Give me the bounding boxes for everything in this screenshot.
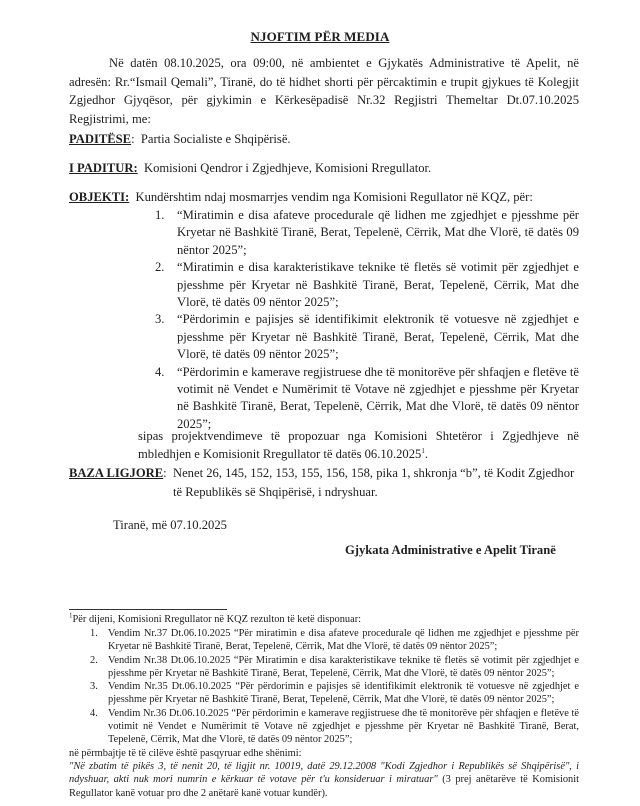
footnote-head-text: Për dijeni, Komisioni Rregullator në KQZ rezulton të ketë disponuar: xyxy=(72,614,362,625)
footnote-list-item xyxy=(90,627,579,654)
sipas-paragraph xyxy=(138,427,579,464)
baza-ligjore-label: BAZA LIGJORE xyxy=(69,466,164,480)
objekti-value: Kundërshtim ndaj mosmarrjes vendim nga Komisioni Regullator në KQZ, për: xyxy=(135,190,533,204)
signature-court: Gjykata Administrative e Apelit Tiranë xyxy=(345,543,556,557)
item-text: Vendim Nr.35 Dt.06.10.2025 “Për përdorimin e pajisjes së identifikimit elektronik të votuesve në zgjedhjet e pjesshme për Kryetar në Bashkitë Tiranë, Berat, Tepelenë, Cërrik, Mat dhe Vlorë, të datës 09 nëntor 2025”; xyxy=(108,681,579,706)
item-text: “Përdorimin e pajisjes së identifikimit elektronik të votuesve në zgjedhjet e pjesshme për Kryetar në Bashkitë Tiranë, Berat, Tepelenë, Cërrik, Mat dhe Vlorë, të datës 09 nëntor 2025”; xyxy=(177,312,579,362)
footnote-list-item xyxy=(90,680,579,707)
i-paditur-row xyxy=(69,160,431,176)
footnote-list xyxy=(90,627,579,747)
footnote-divider xyxy=(69,609,227,610)
footnote-list-item xyxy=(90,654,579,681)
paditese-colon: : xyxy=(131,132,135,146)
footnote-head xyxy=(69,613,579,626)
i-paditur-label: I PADITUR: xyxy=(69,161,138,175)
item-text: Vendim Nr.38 Dt.06.10.2025 “Për Miratimin e disa karakteristikave teknike të fletës së votimit për zgjedhjet e pjesshme për Kryetar në Bashkitë Tiranë, Berat, Tepelenë, Cërrik, Mat dhe Vlorë, të datës 09 nëntor 2025”; xyxy=(108,654,579,679)
i-paditur-value: Komisioni Qendror i Zgjedhjeve, Komisioni Rregullator. xyxy=(143,161,432,175)
baza-ligjore-value: Nenet 26, 145, 152, 153, 155, 156, 158, pika 1, shkronja “b”, të Kodit Zgjedhor të Republikës së Shqipërisë, i ndryshuar. xyxy=(173,466,575,499)
intro-paragraph xyxy=(69,54,579,128)
objekti-row xyxy=(69,189,533,205)
objekti-label: OBJEKTI: xyxy=(69,190,130,204)
objekti-list-item xyxy=(155,311,579,363)
paditese-label: PADITËSE xyxy=(69,132,132,146)
document-title: NJOFTIM PËR MEDIA xyxy=(250,29,390,44)
item-number: 2. xyxy=(90,654,98,666)
item-number: 1. xyxy=(155,208,165,222)
item-number: 4. xyxy=(90,707,98,719)
footnote-reference[interactable]: 1 xyxy=(421,447,425,456)
objekti-list-item xyxy=(155,259,579,311)
sipas-text: sipas projektvendimeve të propozuar nga Komisioni Shtetëror i Zgjedhjeve në mbledhjen e Komisionit Rregullator të datës 06.10.2025 xyxy=(138,429,579,462)
item-text: “Miratimin e disa karakteristikave teknike të fletës së votimit për zgjedhjet e pjesshme për Kryetar në Bashkitë Tiranë, Berat, Tepelenë, Cërrik, Mat dhe Vlorë, të datës 09 nëntor 2025”; xyxy=(177,260,579,310)
paditese-row xyxy=(69,131,291,147)
place-date: Tiranë, më 07.10.2025 xyxy=(113,518,227,532)
baza-ligjore-colon: : xyxy=(163,466,167,480)
sipas-end: . xyxy=(424,447,428,462)
objekti-list xyxy=(155,207,579,433)
objekti-list-item xyxy=(155,364,579,434)
item-number: 4. xyxy=(155,364,165,379)
footnote-note-plain: (3 prej anëtarëve të Komisionit Regullator kanë votuar pro dhe 2 anëtarë kanë votuar kundër). xyxy=(69,774,580,799)
footnote-list-item xyxy=(90,707,579,747)
item-number: 3. xyxy=(90,681,98,693)
item-text: Vendim Nr.37 Dt.06.10.2025 “Për miratimin e disa afateve procedurale që lidhen me zgjedhjet e pjesshme për Kryetar në Bashkitë Tiranë, Berat, Tepelenë, Cërrik, Mat dhe Vlorë, të datës 09 nëntor 2025”; xyxy=(108,628,579,653)
footnote-tail: në përmbajtje të të cilëve është pasqyruar edhe shënimi: xyxy=(69,748,302,759)
footnote-note xyxy=(69,760,579,800)
intro-text: Në datën 08.10.2025, ora 09:00, në ambientet e Gjykatës Administrative të Apelit, në adresën: Rr.“Ismail Qemali”, Tiranë, do të hidhet shorti për përcaktimin e trupit gjykues të Kolegjit Zgjedhor Gjyqësor, për gjykimin e Kërkesëpadisë Nr.32 Regjistri Themeltar Dt.07.10.2025 Regjistrimi, me: xyxy=(69,56,579,126)
item-number: 3. xyxy=(155,312,165,327)
item-text: “Miratimin e disa afateve procedurale që lidhen me zgjedhjet e pjesshme për Kryetar në Bashkitë Tiranë, Berat, Tepelenë, Cërrik, Mat dhe Vlorë, të datës 09 nëntor 2025”; xyxy=(177,208,579,257)
footnote-note-quote: "Në zbatim të pikës 3, të nenit 20, të ligjit nr. 10019, datë 29.12.2008 "Kodi Zgjedhor i Republikës së Shqipërisë", i ndyshuar, akti nuk mori numrin e kërkuar të votave për t'u konsideruar i miratuar" xyxy=(69,761,579,786)
item-text: “Përdorimin e kamerave regjistruese dhe të monitorëve për shfaqjen e fletëve të votimit në Vendet e Numërimit të Votave në zgjedhjet e pjesshme për Kryetar në Bashkitë Tiranë, Berat, Tepelenë, Cërrik, Mat dhe Vlorë, të datës 09 nëntor 2025”; xyxy=(177,364,579,431)
item-number: 2. xyxy=(155,260,165,275)
footnote-marker: 1 xyxy=(69,611,73,620)
item-number: 1. xyxy=(90,628,98,639)
item-text: Vendim Nr.36 Dt.06.10.2025 “Për përdorimin e kamerave regjistruese dhe të monitorëve për shfaqjen e fletëve të votimit në Vendet e Numërimit të Votave në zgjedhjet e pjesshme për Kryetar në Bashkitë Tiranë, Berat, Tepelenë, Cërrik, Mat dhe Vlorë, të datës 09 nëntor 2025”; xyxy=(108,707,579,746)
paditese-value: Partia Socialiste e Shqipërisë. xyxy=(140,132,291,146)
objekti-list-item xyxy=(155,207,579,259)
